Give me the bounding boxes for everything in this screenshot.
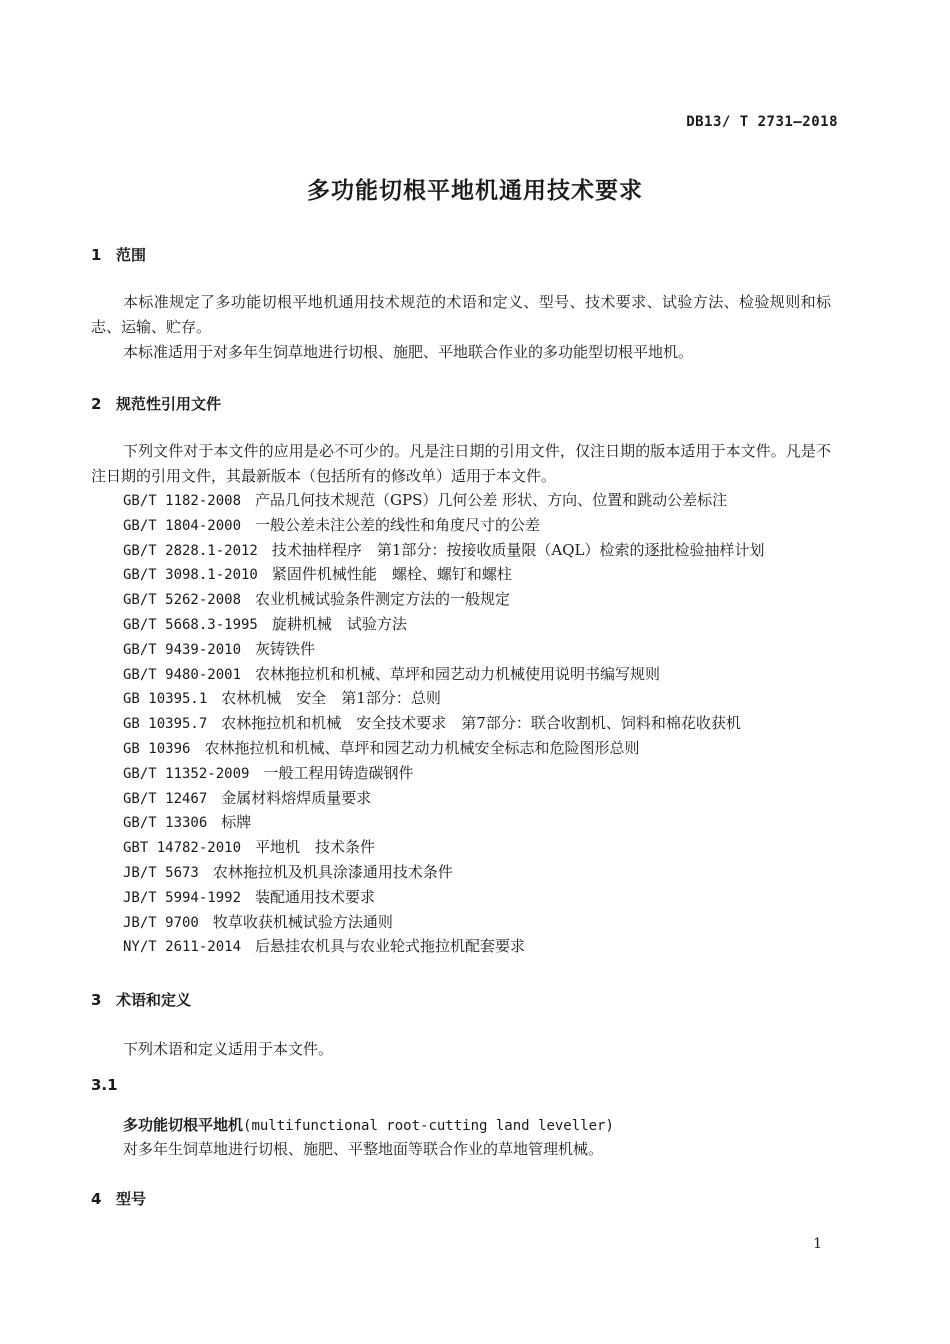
- reference-title: 牧草收获机械试验方法通则: [212, 912, 393, 931]
- reference-title: 农林拖拉机和机械、草坪和园艺动力机械使用说明书编写规则: [255, 664, 661, 683]
- reference-code: JB/T 9700: [123, 914, 199, 931]
- reference-code: GB/T 11352-2009: [123, 765, 250, 782]
- section-4-number: 4: [91, 1190, 102, 1208]
- section-3-title: 术语和定义: [116, 991, 192, 1009]
- reference-code: GB 10396: [123, 740, 191, 757]
- reference-title: 农林机械 安全 第1部分：总则: [221, 689, 441, 708]
- reference-code: GBT 14782-2010: [123, 840, 242, 857]
- reference-title: 平地机 技术条件: [255, 838, 376, 857]
- section-1-paragraph-2: 本标准适用于对多年生饲草地进行切根、施肥、平地联合作业的多功能型切根平地机。: [123, 343, 694, 361]
- section-4-heading: [91, 1188, 146, 1209]
- reference-code: JB/T 5994-1992: [123, 889, 242, 906]
- term-entry: [123, 1114, 614, 1135]
- section-2-title: 规范性引用文件: [116, 395, 222, 413]
- reference-title: 后悬挂农机具与农业轮式拖拉机配套要求: [255, 937, 526, 956]
- document-title: 多功能切根平地机通用技术要求: [307, 178, 643, 204]
- section-1-number: 1: [91, 246, 102, 264]
- reference-item: [123, 810, 765, 835]
- reference-code: GB 10395.1: [123, 691, 208, 708]
- reference-code: GB/T 3098.1-2010: [123, 567, 258, 584]
- reference-title: 产品几何技术规范（GPS）几何公差 形状、方向、位置和跳动公差标注: [255, 491, 728, 509]
- reference-item: [123, 637, 765, 662]
- reference-title: 农林拖拉机和机械、草坪和园艺动力机械安全标志和危险图形总则: [204, 738, 640, 757]
- reference-code: GB/T 5262-2008: [123, 592, 242, 609]
- reference-item: [123, 736, 765, 761]
- reference-code: GB/T 2828.1-2012: [123, 542, 258, 559]
- reference-item: [123, 934, 765, 959]
- reference-item: [123, 513, 765, 538]
- section-1-title: 范围: [116, 246, 147, 264]
- reference-title: 一般工程用铸造碳钢件: [263, 763, 414, 782]
- section-4-title: 型号: [116, 1190, 147, 1208]
- reference-title: 旋耕机械 试验方法: [271, 614, 407, 633]
- reference-code: JB/T 5673: [123, 864, 199, 881]
- reference-item: [123, 910, 765, 935]
- term-definition: 对多年生饲草地进行切根、施肥、平整地面等联合作业的草地管理机械。: [123, 1140, 604, 1158]
- reference-code: GB/T 12467: [123, 790, 208, 807]
- reference-item: [123, 885, 765, 910]
- reference-title: 灰铸铁件: [255, 639, 316, 658]
- reference-item: [123, 786, 765, 811]
- section-2-intro: 下列文件对于本文件的应用是必不可少的。凡是注日期的引用文件，仅注日期的版本适用于本文件。凡是不注日期的引用文件，其最新版本（包括所有的修改单）适用于本文件。: [91, 442, 831, 485]
- reference-title: 标牌: [221, 813, 252, 832]
- section-3-number: 3: [91, 991, 102, 1009]
- normative-reference-list: [123, 488, 765, 959]
- reference-code: GB/T 9439-2010: [123, 641, 242, 658]
- reference-code: GB/T 1182-2008: [123, 493, 242, 509]
- page-number: 1: [813, 1236, 822, 1252]
- reference-code: GB 10395.7: [123, 716, 208, 733]
- reference-item: [123, 761, 765, 786]
- reference-item: [123, 538, 765, 563]
- reference-title: 农业机械试验条件测定方法的一般规定: [255, 590, 511, 609]
- section-2-heading: [91, 393, 221, 414]
- reference-item: [123, 711, 765, 736]
- reference-item: [123, 835, 765, 860]
- reference-title: 紧固件机械性能 螺栓、螺钉和螺柱: [271, 565, 512, 584]
- reference-code: GB/T 13306: [123, 815, 208, 832]
- section-3-intro: 下列术语和定义适用于本文件。: [123, 1040, 334, 1058]
- reference-code: GB/T 1804-2000: [123, 517, 242, 534]
- reference-item: [123, 686, 765, 711]
- reference-item: [123, 860, 765, 885]
- reference-item: [123, 562, 765, 587]
- reference-item: [123, 587, 765, 612]
- reference-item: [123, 488, 765, 513]
- reference-code: GB/T 9480-2001: [123, 666, 242, 683]
- reference-code: GB/T 5668.3-1995: [123, 616, 258, 633]
- document-code: DB13/ T 2731—2018: [686, 114, 838, 130]
- reference-title: 农林拖拉机和机械 安全技术要求 第7部分：联合收割机、饲料和棉花收获机: [221, 714, 741, 733]
- term-english: (multifunctional root-cutting land leveller): [243, 1118, 614, 1134]
- reference-item: [123, 662, 765, 687]
- term-chinese: 多功能切根平地机: [123, 1116, 244, 1134]
- reference-title: 金属材料熔焊质量要求: [221, 788, 372, 807]
- reference-title: 装配通用技术要求: [255, 887, 376, 906]
- section-2-number: 2: [91, 395, 102, 413]
- reference-title: 一般公差未注公差的线性和角度尺寸的公差: [255, 515, 541, 534]
- reference-title: 技术抽样程序 第1部分：按接收质量限（AQL）检索的逐批检验抽样计划: [271, 540, 765, 559]
- section-1-heading: [91, 244, 146, 265]
- subsection-3-1-number: 3.1: [91, 1076, 118, 1094]
- reference-title: 农林拖拉机及机具涂漆通用技术条件: [212, 862, 453, 881]
- reference-code: NY/T 2611-2014: [123, 939, 242, 956]
- section-1-paragraph-1: 本标准规定了多功能切根平地机通用技术规范的术语和定义、型号、技术要求、试验方法、检验规则和标志、运输、贮存。: [91, 293, 831, 336]
- section-3-heading: [91, 989, 191, 1010]
- reference-item: [123, 612, 765, 637]
